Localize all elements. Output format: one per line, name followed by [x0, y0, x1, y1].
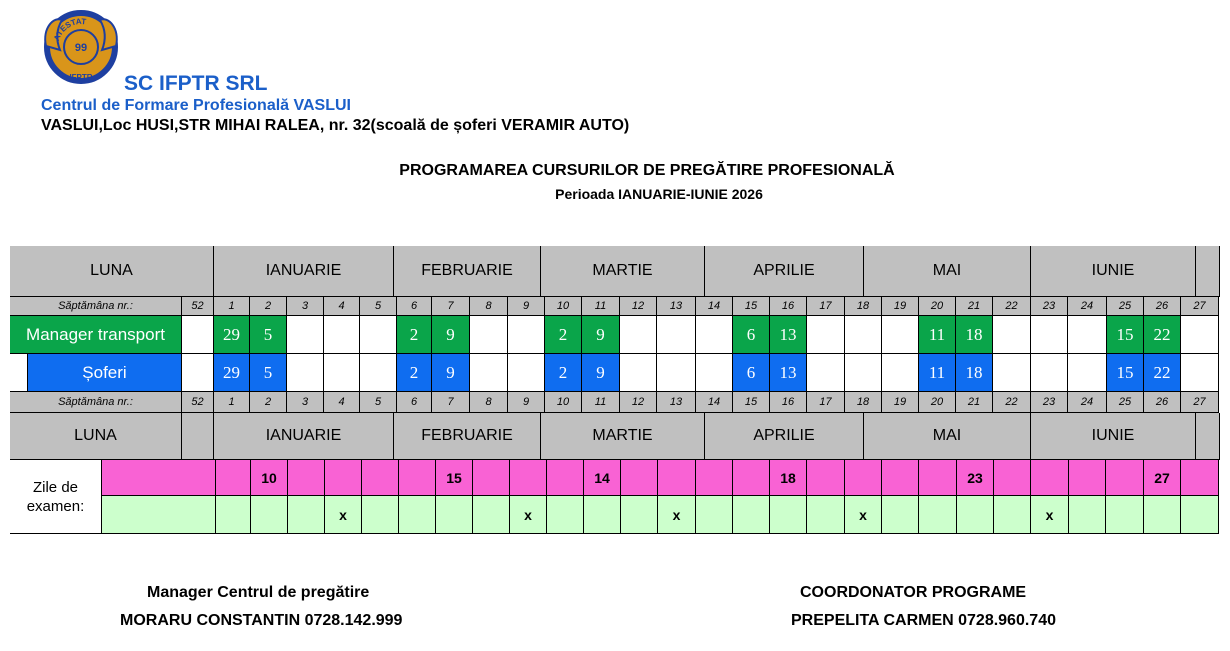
exam-day — [325, 460, 362, 496]
document-period: Perioada IANUARIE-IUNIE 2026 — [555, 186, 763, 202]
week-number: 18 — [845, 392, 882, 413]
week-number: 18 — [845, 297, 882, 316]
exam-day: 10 — [251, 460, 288, 496]
month-header: FEBRUARIE — [394, 246, 541, 297]
week-number: 23 — [1031, 297, 1068, 316]
course-cell — [1068, 316, 1107, 354]
exam-day — [102, 460, 216, 496]
exam-day — [882, 460, 919, 496]
course-cell — [324, 354, 360, 392]
week-number: 8 — [470, 392, 508, 413]
course-cell: 5 — [250, 316, 287, 354]
week-number: 11 — [582, 297, 620, 316]
week-number: 9 — [508, 297, 545, 316]
course-cell — [470, 354, 508, 392]
week-number: 52 — [182, 297, 214, 316]
exam-day: 23 — [957, 460, 994, 496]
month-header: IANUARIE — [214, 246, 394, 297]
course-cell — [696, 354, 733, 392]
course-cell — [360, 354, 397, 392]
exam-mark — [1106, 496, 1144, 534]
exam-day — [399, 460, 436, 496]
course-cell: 18 — [956, 316, 993, 354]
exam-mark — [436, 496, 473, 534]
signature-right-title: COORDONATOR PROGRAME — [800, 584, 1027, 601]
week-number: 52 — [182, 392, 214, 413]
course-label: Manager transport — [10, 316, 182, 354]
course-cell: 11 — [919, 354, 956, 392]
week-number: 16 — [770, 392, 807, 413]
course-cell — [882, 354, 919, 392]
week-number: 5 — [360, 392, 397, 413]
document-title: PROGRAMAREA CURSURILOR DE PREGĂTIRE PROFESIONALĂ — [399, 162, 895, 179]
exam-mark — [102, 496, 216, 534]
logo-number: 99 — [74, 42, 88, 54]
week-number: 14 — [696, 392, 733, 413]
exam-mark — [362, 496, 399, 534]
course-cell — [620, 316, 657, 354]
course-cell — [657, 354, 696, 392]
exam-mark — [807, 496, 845, 534]
month-header: MAI — [864, 413, 1031, 460]
week-number: 15 — [733, 392, 770, 413]
course-cell: 2 — [545, 354, 582, 392]
exam-day — [216, 460, 251, 496]
company-name: SC IFPTR SRL — [124, 72, 268, 95]
week-number: 22 — [993, 297, 1031, 316]
course-cell: 15 — [1107, 354, 1144, 392]
month-header: MARTIE — [541, 413, 705, 460]
week-number: 5 — [360, 297, 397, 316]
exam-mark — [399, 496, 436, 534]
luna-label: LUNA — [10, 413, 182, 460]
week-number: 26 — [1144, 297, 1181, 316]
week-number: 11 — [582, 392, 620, 413]
week-number: 23 — [1031, 392, 1068, 413]
week-number: 21 — [956, 392, 993, 413]
exam-mark — [584, 496, 621, 534]
course-cell: 29 — [214, 354, 250, 392]
course-cell: 2 — [397, 316, 432, 354]
company-address: VASLUI,Loc HUSI,STR MIHAI RALEA, nr. 32(scoală de șoferi VERAMIR AUTO) — [41, 117, 630, 134]
week-number: 14 — [696, 297, 733, 316]
month-filler — [1196, 246, 1220, 297]
exam-day — [733, 460, 770, 496]
course-cell: 2 — [545, 316, 582, 354]
course-cell: 9 — [432, 354, 470, 392]
course-cell: 6 — [733, 354, 770, 392]
course-cell — [807, 316, 845, 354]
week-number: 17 — [807, 297, 845, 316]
exam-day — [1069, 460, 1106, 496]
exam-mark — [547, 496, 584, 534]
month-header: IUNIE — [1031, 413, 1196, 460]
week-number: 3 — [287, 392, 324, 413]
exam-day — [621, 460, 658, 496]
month-header: FEBRUARIE — [394, 413, 541, 460]
course-cell: 5 — [250, 354, 287, 392]
exam-mark — [696, 496, 733, 534]
exam-day — [1106, 460, 1144, 496]
exam-mark: x — [658, 496, 696, 534]
exam-day — [807, 460, 845, 496]
week-number: 15 — [733, 297, 770, 316]
logo-top-text: ATESTAT — [52, 16, 87, 42]
course-cell — [993, 354, 1031, 392]
week-number: 12 — [620, 392, 657, 413]
course-cell: 11 — [919, 316, 956, 354]
ifptr-logo — [40, 6, 122, 88]
course-cell — [696, 316, 733, 354]
exam-mark — [251, 496, 288, 534]
week-number: 26 — [1144, 392, 1181, 413]
week-number: 1 — [214, 392, 250, 413]
month-header: IANUARIE — [214, 413, 394, 460]
month-header: MAI — [864, 246, 1031, 297]
month-header: APRILIE — [705, 246, 864, 297]
signature-left-title: Manager Centrul de pregătire — [147, 584, 370, 601]
week-number: 10 — [545, 297, 582, 316]
week-number: 10 — [545, 392, 582, 413]
exam-mark — [473, 496, 510, 534]
signature-right-name: PREPELITA CARMEN 0728.960.740 — [791, 612, 1056, 629]
course-cell — [182, 354, 214, 392]
week-number: 1 — [214, 297, 250, 316]
exam-day — [362, 460, 399, 496]
logo-bottom-text: IFPTR — [69, 73, 93, 82]
exam-mark: x — [325, 496, 362, 534]
week-number: 8 — [470, 297, 508, 316]
exam-mark — [882, 496, 919, 534]
week-number: 4 — [324, 297, 360, 316]
course-cell: 13 — [770, 354, 807, 392]
course-cell — [845, 316, 882, 354]
exam-day — [288, 460, 325, 496]
exam-day — [1031, 460, 1069, 496]
month-filler — [1196, 413, 1220, 460]
course-cell: 2 — [397, 354, 432, 392]
week-number: 3 — [287, 297, 324, 316]
week-number: 16 — [770, 297, 807, 316]
course-cell — [287, 354, 324, 392]
week-number: 12 — [620, 297, 657, 316]
exam-mark — [1144, 496, 1181, 534]
course-cell — [1031, 354, 1068, 392]
exam-day — [510, 460, 547, 496]
week-label: Săptămâna nr.: — [10, 297, 182, 316]
course-cell: 9 — [432, 316, 470, 354]
week-label: Săptămâna nr.: — [10, 392, 182, 413]
week-number: 6 — [397, 297, 432, 316]
course-cell — [657, 316, 696, 354]
week-number: 4 — [324, 392, 360, 413]
course-cell: 6 — [733, 316, 770, 354]
exam-mark — [621, 496, 658, 534]
exam-day — [919, 460, 957, 496]
week-number: 25 — [1107, 392, 1144, 413]
course-cell: 22 — [1144, 316, 1181, 354]
course-cell — [1181, 354, 1219, 392]
exam-mark: x — [510, 496, 547, 534]
week-number: 20 — [919, 392, 956, 413]
exam-mark — [957, 496, 994, 534]
course-cell: 15 — [1107, 316, 1144, 354]
course-cell — [324, 316, 360, 354]
exam-mark — [288, 496, 325, 534]
course-cell — [845, 354, 882, 392]
exam-mark — [994, 496, 1031, 534]
month-header: IUNIE — [1031, 246, 1196, 297]
week-number: 24 — [1068, 392, 1107, 413]
course-cell — [360, 316, 397, 354]
week-number: 9 — [508, 392, 545, 413]
week-number: 21 — [956, 297, 993, 316]
exam-mark — [1069, 496, 1106, 534]
exam-label: Zile de examen: — [10, 460, 102, 534]
week-number: 27 — [1181, 392, 1219, 413]
course-cell — [807, 354, 845, 392]
exam-day — [696, 460, 733, 496]
week-number: 17 — [807, 392, 845, 413]
week-number: 22 — [993, 392, 1031, 413]
exam-mark — [733, 496, 770, 534]
course-cell: 22 — [1144, 354, 1181, 392]
luna-label: LUNA — [10, 246, 214, 297]
week-number: 2 — [250, 392, 287, 413]
exam-mark — [216, 496, 251, 534]
course-label: Șoferi — [28, 354, 182, 392]
course-cell: 29 — [214, 316, 250, 354]
exam-mark — [770, 496, 807, 534]
course-cell — [1031, 316, 1068, 354]
exam-day — [845, 460, 882, 496]
course-cell — [508, 316, 545, 354]
company-center: Centrul de Formare Profesională VASLUI — [41, 97, 351, 114]
week-number: 19 — [882, 297, 919, 316]
course-cell: 9 — [582, 354, 620, 392]
week-number: 20 — [919, 297, 956, 316]
exam-day — [1181, 460, 1219, 496]
exam-day: 18 — [770, 460, 807, 496]
month-header: MARTIE — [541, 246, 705, 297]
month-header: APRILIE — [705, 413, 864, 460]
course-cell — [508, 354, 545, 392]
course-label-gap — [10, 354, 28, 392]
week-number: 27 — [1181, 297, 1219, 316]
exam-day: 27 — [1144, 460, 1181, 496]
course-cell: 18 — [956, 354, 993, 392]
course-cell — [620, 354, 657, 392]
week-number: 7 — [432, 392, 470, 413]
exam-day — [473, 460, 510, 496]
course-cell — [1068, 354, 1107, 392]
course-cell: 13 — [770, 316, 807, 354]
exam-day: 14 — [584, 460, 621, 496]
week-number: 19 — [882, 392, 919, 413]
course-cell — [287, 316, 324, 354]
luna-blank — [182, 413, 214, 460]
week-number: 7 — [432, 297, 470, 316]
week-number: 13 — [657, 392, 696, 413]
course-cell: 9 — [582, 316, 620, 354]
exam-day: 15 — [436, 460, 473, 496]
schedule-table — [10, 246, 1219, 534]
week-number: 2 — [250, 297, 287, 316]
course-cell — [182, 316, 214, 354]
exam-mark: x — [845, 496, 882, 534]
exam-day — [658, 460, 696, 496]
exam-day — [547, 460, 584, 496]
course-cell — [1181, 316, 1219, 354]
course-cell — [470, 316, 508, 354]
week-number: 13 — [657, 297, 696, 316]
exam-mark: x — [1031, 496, 1069, 534]
exam-day — [994, 460, 1031, 496]
exam-mark — [1181, 496, 1219, 534]
week-number: 6 — [397, 392, 432, 413]
course-cell — [993, 316, 1031, 354]
week-number: 25 — [1107, 297, 1144, 316]
exam-mark — [919, 496, 957, 534]
course-cell — [882, 316, 919, 354]
signature-left-name: MORARU CONSTANTIN 0728.142.999 — [120, 612, 403, 629]
week-number: 24 — [1068, 297, 1107, 316]
